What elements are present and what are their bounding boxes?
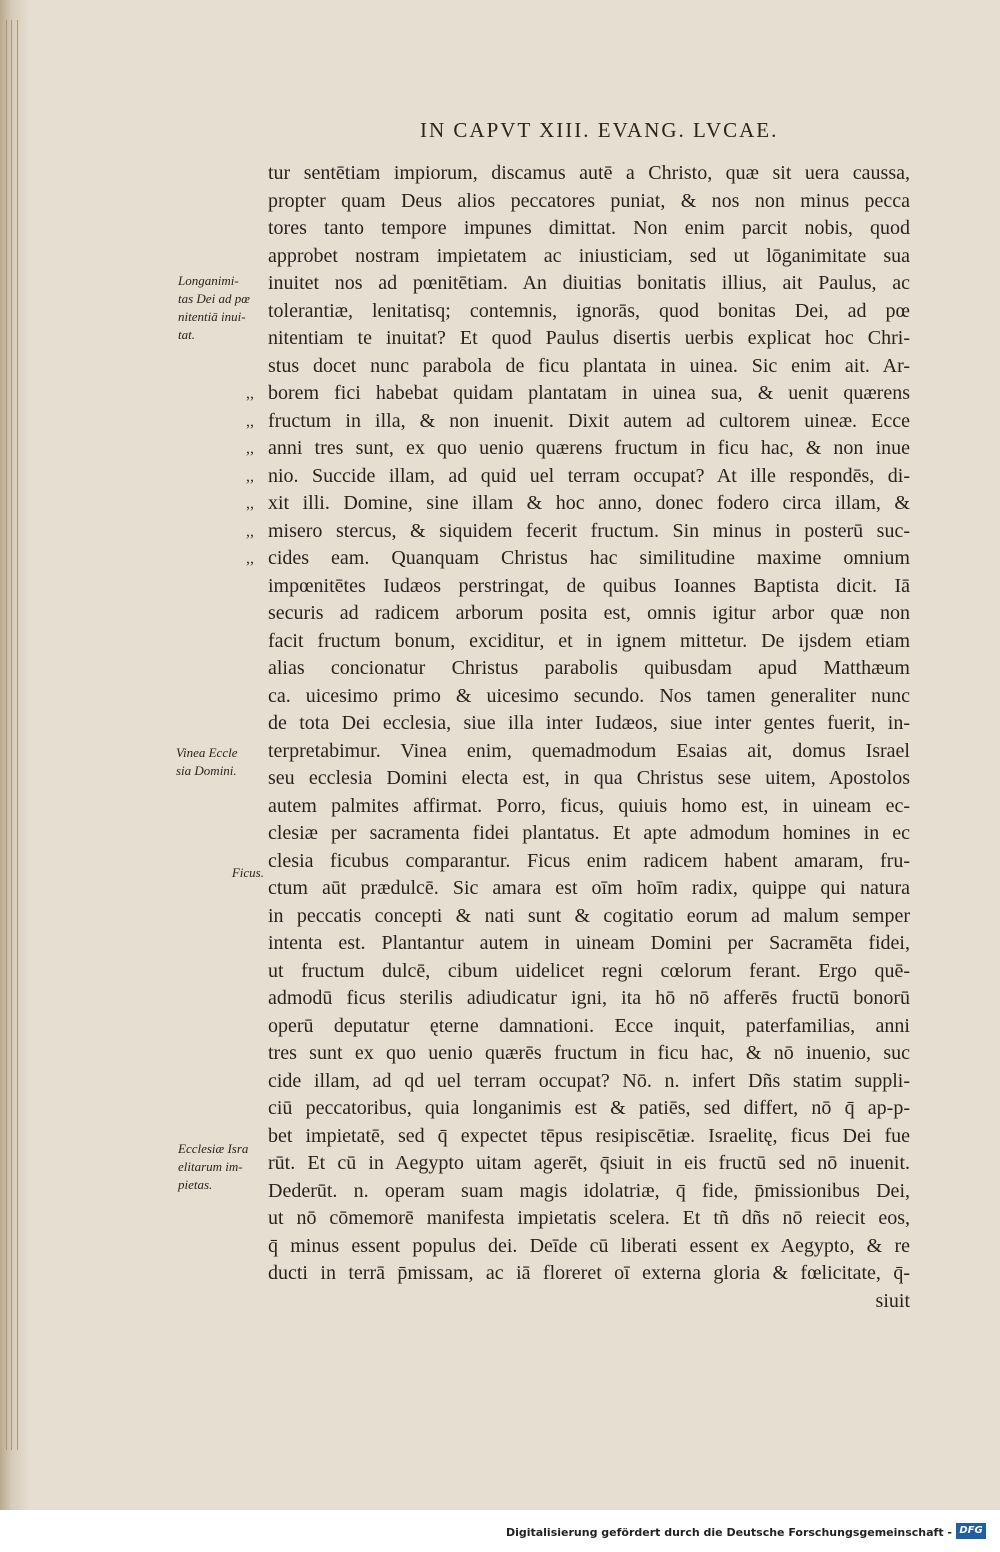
quote-mark: ,, (246, 385, 254, 402)
text-line: ,, fructum in illa, & non inuenit. Dixit autem ad cultorem uineæ. Ecce (268, 408, 910, 436)
text-line: ,, misero stercus, & siquidem fecerit fructum. Sin minus in posterū suc- (268, 518, 910, 546)
text-line: de tota Dei ecclesia, siue illa inter Iudæos, siue inter gentes fuerit, in- (268, 712, 910, 734)
text-line: admodū ficus sterilis adiudicatur igni, ita hō nō afferēs fructū bonorū (268, 987, 910, 1009)
page-edge (0, 0, 30, 1510)
text-line: propter quam Deus alios peccatores puniat, & nos non minus pecca (268, 189, 910, 212)
text-line: clesia ficubus comparantur. Ficus enim radicem habent amaram, fru- (268, 849, 910, 872)
text-line: alias concionatur Christus parabolis quibusdam apud Matthæum (268, 657, 910, 679)
text-line: ,, xit illi. Domine, sine illam & hoc anno, donec fodero circa illam, & (268, 490, 910, 518)
page-edge-line (11, 20, 12, 1450)
quote-mark: ,, (246, 467, 254, 485)
running-head: IN CAPVT XIII. EVANG. LVCAE. (420, 118, 779, 142)
text-line: ,, cides eam. Quanquam Christus hac similitudine maxime omnium (268, 545, 910, 573)
quote-mark: ,, (246, 550, 254, 567)
text-line: approbet nostram impietatem ac iniusticiam, sed ut lōganimitate sua (268, 244, 910, 267)
quote-mark: ,, (246, 495, 254, 512)
text-line: tur sentētiam impiorum, discamus autē a Christo, quæ sit uera caussa, (268, 162, 910, 184)
margin-note-longanimitas: Longanimi- tas Dei ad pœ nitentiā inui- tat. (178, 273, 250, 342)
text-line: cide illam, ad qd uel terram occupat? Nō. n. infert Dñs statim suppli- (268, 1069, 910, 1092)
main-text (246, 160, 910, 1315)
quote-mark: ,, (246, 522, 254, 540)
text-line: ciū peccatoribus, quia longanimis est & patiēs, sed differt, nō q̄ ap-p- (268, 1097, 910, 1119)
quote-mark: ,, (246, 412, 254, 430)
text-line: Dederūt. n. operam suam magis idolatriæ, q̄ fide, p̄missionibus Dei, (268, 1179, 910, 1202)
text-line: tores tanto tempore impunes dimittat. Non enim parcit nobis, quod (268, 217, 910, 239)
text-line: facit fructum bonum, exciditur, et in ignem mittetur. De ijsdem etiam (268, 629, 910, 652)
text-line: in peccatis concepti & nati sunt & cogitatio eorum ad malum semper (268, 904, 910, 927)
text-line: rūt. Et cū in Aegypto uitam agerēt, q̄siuit in eis fructū sed nō inuenit. (268, 1152, 910, 1174)
text-line: intenta est. Plantantur autem in uineam Domini per Sacramēta fidei, (268, 932, 910, 954)
quote-mark: ,, (246, 440, 254, 457)
text-line: ctum aūt prædulcē. Sic amara est oīm hoīm radix, quippe qui natura (268, 877, 910, 899)
text-line: impœnitētes Iudæos perstringat, de quibus Ioannes Baptista dicit. Iā (268, 574, 910, 597)
dfg-logo-icon: DFG (956, 1523, 986, 1539)
text-line: nitentiam te inuitat? Et quod Paulus disertis uerbis explicat hoc Chri- (268, 327, 910, 349)
text-line: bet impietatē, sed q̄ expectet tēpus resipiscētiæ. Israelitę, ficus Dei fue (268, 1124, 910, 1147)
text-line: ,, borem fici habebat quidam plantatam in uinea sua, & uenit quærens (268, 380, 910, 408)
footer-credit: Digitalisierung gefördert durch die Deutsche Forschungsgemeinschaft - (505, 1526, 952, 1539)
margin-note-ficus: Ficus. (231, 865, 264, 880)
text-line: operū deputatur ęterne damnationi. Ecce inquit, paterfamilias, anni (268, 1014, 910, 1037)
page-edge-line (17, 20, 18, 1450)
text-line: inuitet nos ad pœnitētiam. An diuitias bonitatis illius, ait Paulus, ac (268, 272, 910, 294)
text-line: stus docet nunc parabola de ficu plantata in uinea. Sic enim ait. Ar- (268, 354, 910, 377)
text-line: q̄ minus essent populus dei. Deīde cū liberati essent ex Aegypto, & re (268, 1234, 910, 1257)
text-line: terpretabimur. Vinea enim, quemadmodum Esaias ait, domus Israel (268, 739, 910, 762)
text-line: ,, anni tres sunt, ex quo uenio quærens fructum in ficu hac, & non inue (268, 435, 910, 463)
digitization-footer (0, 1510, 1000, 1552)
text-line: ut nō cōmemorē manifesta impietatis scelera. Et tñ dñs nō reiecit eos, (268, 1207, 910, 1229)
catchword: siuit (875, 1289, 910, 1312)
margin-note-ecclesiae: Ecclesiæ Isra elitarum im- pietas. (178, 1141, 249, 1192)
margin-note-vinea: Vinea Eccle sia Domini. (176, 745, 238, 778)
text-line: ca. uicesimo primo & uicesimo secundo. Nos tamen generaliter nunc (268, 684, 910, 707)
text-line: tres sunt ex quo uenio quærēs fructum in ficu hac, & nō inuenio, suc (268, 1042, 910, 1064)
text-line: ducti in terrā p̄missam, ac iā floreret oī externa gloria & fœlicitate, q̄- (268, 1262, 910, 1284)
text-line: clesiæ per sacramenta fidei plantatus. Et apte admodum homines in ec (268, 822, 910, 844)
text-line: securis ad radicem arborum posita est, omnis igitur arbor quæ non (268, 602, 910, 624)
text-line: seu ecclesia Domini electa est, in qua Christus sese uitem, Apostolos (268, 767, 910, 789)
text-line: tolerantiæ, lenitatisq; contemnis, ignorās, quod bonitas Dei, ad pœ (268, 299, 910, 322)
text-line: autem palmites affirmat. Porro, ficus, quiuis homo est, in uineam ec- (268, 794, 910, 817)
text-line: ,, nio. Succide illam, ad quid uel terram occupat? At ille respondēs, di- (268, 463, 910, 491)
text-line: ut fructum dulcē, cibum uidelicet regni cœlorum ferant. Ergo quē- (268, 959, 910, 982)
page-edge-line (6, 20, 7, 1450)
